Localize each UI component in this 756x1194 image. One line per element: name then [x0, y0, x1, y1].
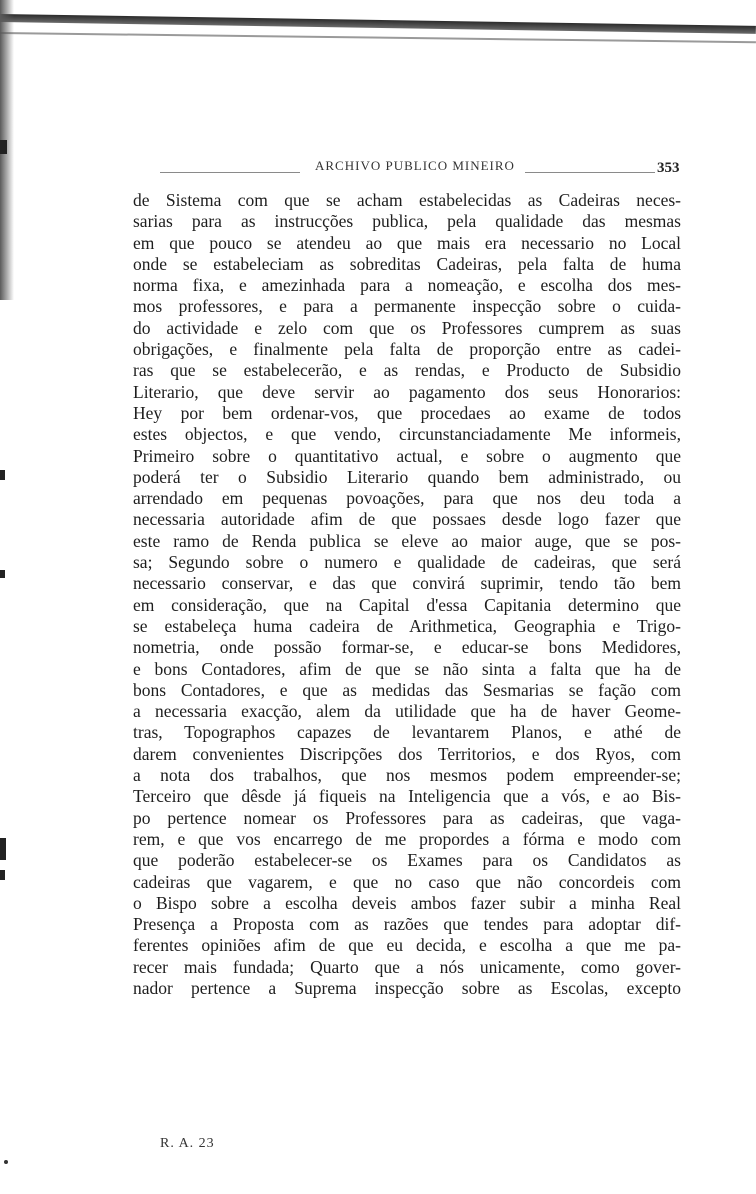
text-line: po pertence nomear os Professores para as cadeiras, que vaga- — [133, 807, 681, 828]
margin-mark — [0, 140, 7, 154]
text-line: Terceiro que dêsde já fiqueis na Inteligencia que a vós, e ao Bis- — [133, 786, 681, 807]
page-edge-line — [0, 32, 756, 43]
running-head-title: ARCHIVO PUBLICO MINEIRO — [315, 158, 515, 173]
text-line: darem convenientes Discripções dos Territorios, e dos Ryos, com — [133, 743, 681, 764]
text-line: se estabeleça huma cadeira de Arithmetica, Geographia e Trigo- — [133, 615, 681, 636]
text-line: do actividade e zelo com que os Professores cumprem as suas — [133, 317, 681, 338]
text-line: e bons Contadores, afim de que se não sinta a falta que ha de — [133, 658, 681, 679]
text-line: a necessaria exacção, alem da utilidade que ha de haver Geome- — [133, 701, 681, 722]
text-line: nador pertence a Suprema inspecção sobre as Escolas, excepto — [133, 977, 681, 998]
margin-mark — [0, 570, 5, 578]
margin-mark — [0, 870, 5, 880]
text-line: mos professores, e para a permanente inspecção sobre o cuida- — [133, 296, 681, 317]
text-line: Primeiro sobre o quantitativo actual, e sobre o augmento que — [133, 445, 681, 466]
speck — [4, 1160, 8, 1164]
text-line: onde se estabeleciam as sobreditas Cadeiras, pela falta de huma — [133, 253, 681, 274]
text-line: em que pouco se atendeu ao que mais era necessario no Local — [133, 232, 681, 253]
text-line: necessario conservar, e das que convirá suprimir, tendo tão bem — [133, 573, 681, 594]
running-head — [160, 158, 660, 180]
margin-mark — [0, 470, 5, 480]
text-line: sarias para as instrucções publica, pela qualidade das mesmas — [133, 211, 681, 232]
page-edge-shadow — [0, 14, 756, 34]
text-line: estes objectos, e que vendo, circunstanciadamente Me informeis, — [133, 424, 681, 445]
text-line: Literario, que deve servir ao pagamento dos seus Honorarios: — [133, 381, 681, 402]
text-line: rem, e que vos encarrego de me propordes a fórma e modo com — [133, 828, 681, 849]
text-line: bons Contadores, e que as medidas das Sesmarias se fação com — [133, 679, 681, 700]
text-line: nometria, onde possão formar-se, e educar-se bons Medidores, — [133, 637, 681, 658]
text-line: recer mais fundada; Quarto que a nós unicamente, como gover- — [133, 956, 681, 977]
text-line: em consideração, que na Capital d'essa Capitania determino que — [133, 594, 681, 615]
text-line: sa; Segundo sobre o numero e qualidade de cadeiras, que será — [133, 552, 681, 573]
text-line: de Sistema com que se acham estabelecidas as Cadeiras neces- — [133, 190, 681, 210]
text-line: arrendado em pequenas povoações, para que nos deu toda a — [133, 488, 681, 509]
signature-mark: R. A. 23 — [160, 1136, 215, 1151]
head-rule-right — [525, 172, 655, 173]
text-line: obrigações, e finalmente pela falta de proporção entre as cadei- — [133, 339, 681, 360]
body-text — [133, 190, 681, 999]
text-line: tras, Topographos capazes de levantarem Planos, e athé de — [133, 722, 681, 743]
text-line: que poderão estabelecer-se os Exames para os Candidatos as — [133, 850, 681, 871]
margin-mark — [0, 838, 6, 860]
text-line: necessaria autoridade afim de que possaes desde logo fazer que — [133, 509, 681, 530]
text-line: ras que se estabelecerão, e as rendas, e Producto de Subsidio — [133, 360, 681, 381]
text-line: cadeiras que vagarem, e que no caso que não concordeis com — [133, 871, 681, 892]
text-line: o Bispo sobre a escolha deveis ambos fazer subir a minha Real — [133, 892, 681, 913]
text-line: este ramo de Renda publica se eleve ao maior auge, que se pos- — [133, 530, 681, 551]
text-line: norma fixa, e amezinhada para a nomeação, e escolha dos mes- — [133, 275, 681, 296]
text-line: poderá ter o Subsidio Literario quando bem administrado, ou — [133, 466, 681, 487]
page-number: 353 — [657, 160, 680, 176]
text-line: ferentes opiniões afim de que eu decida, e escolha a que me pa- — [133, 935, 681, 956]
text-line: Hey por bem ordenar-vos, que procedaes ao exame de todos — [133, 402, 681, 423]
text-line: Presença a Proposta com as razões que tendes para adoptar dif- — [133, 914, 681, 935]
text-line: a nota dos trabalhos, que nos mesmos podem empreender-se; — [133, 765, 681, 786]
head-rule-left — [160, 172, 300, 173]
